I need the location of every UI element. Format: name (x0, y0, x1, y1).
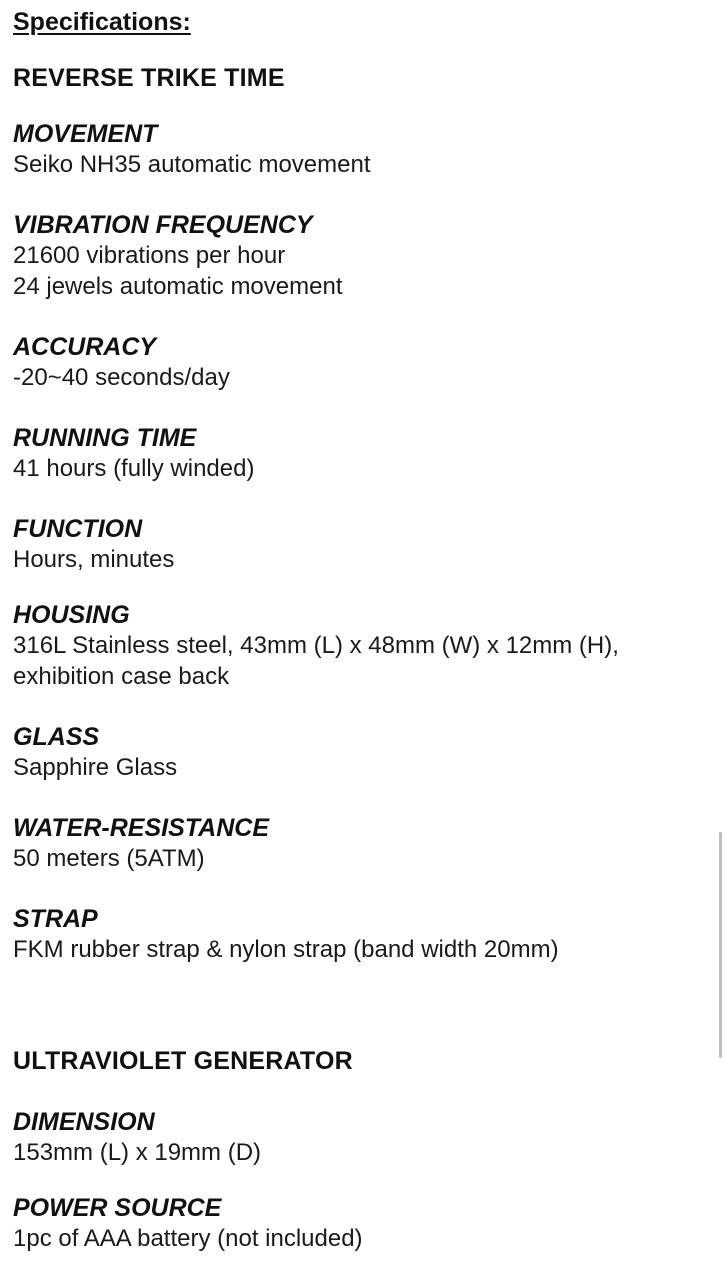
vertical-scrollbar[interactable] (719, 832, 722, 1058)
housing-value-1: 316L Stainless steel, 43mm (L) x 48mm (W) x 12mm (H), (13, 632, 619, 659)
running-time-label: RUNNING TIME (13, 424, 197, 452)
glass-value: Sapphire Glass (13, 754, 178, 781)
movement-value: Seiko NH35 automatic movement (13, 151, 371, 178)
housing-label: HOUSING (13, 601, 130, 629)
accuracy-value: -20~40 seconds/day (13, 364, 230, 391)
vibration-value-1: 21600 vibrations per hour (13, 242, 286, 269)
dimension-label: DIMENSION (13, 1108, 155, 1136)
glass-label: GLASS (13, 723, 100, 751)
power-source-label: POWER SOURCE (13, 1194, 222, 1222)
strap-value: FKM rubber strap & nylon strap (band width 20mm) (13, 936, 559, 963)
water-resistance-label: WATER-RESISTANCE (13, 814, 270, 842)
vibration-value-2: 24 jewels automatic movement (13, 273, 343, 300)
function-label: FUNCTION (13, 515, 143, 543)
uv-section-title: ULTRAVIOLET GENERATOR (13, 1047, 353, 1075)
strap-label: STRAP (13, 905, 98, 933)
accuracy-label: ACCURACY (13, 333, 157, 361)
running-time-value: 41 hours (fully winded) (13, 455, 255, 482)
watch-section-title: REVERSE TRIKE TIME (13, 64, 285, 92)
function-value: Hours, minutes (13, 546, 175, 573)
vibration-label: VIBRATION FREQUENCY (13, 211, 313, 239)
movement-label: MOVEMENT (13, 120, 158, 148)
specifications-heading: Specifications: (13, 8, 191, 36)
water-resistance-value: 50 meters (5ATM) (13, 845, 205, 872)
power-source-value: 1pc of AAA battery (not included) (13, 1225, 363, 1252)
housing-value-2: exhibition case back (13, 663, 230, 690)
dimension-value: 153mm (L) x 19mm (D) (13, 1139, 262, 1166)
